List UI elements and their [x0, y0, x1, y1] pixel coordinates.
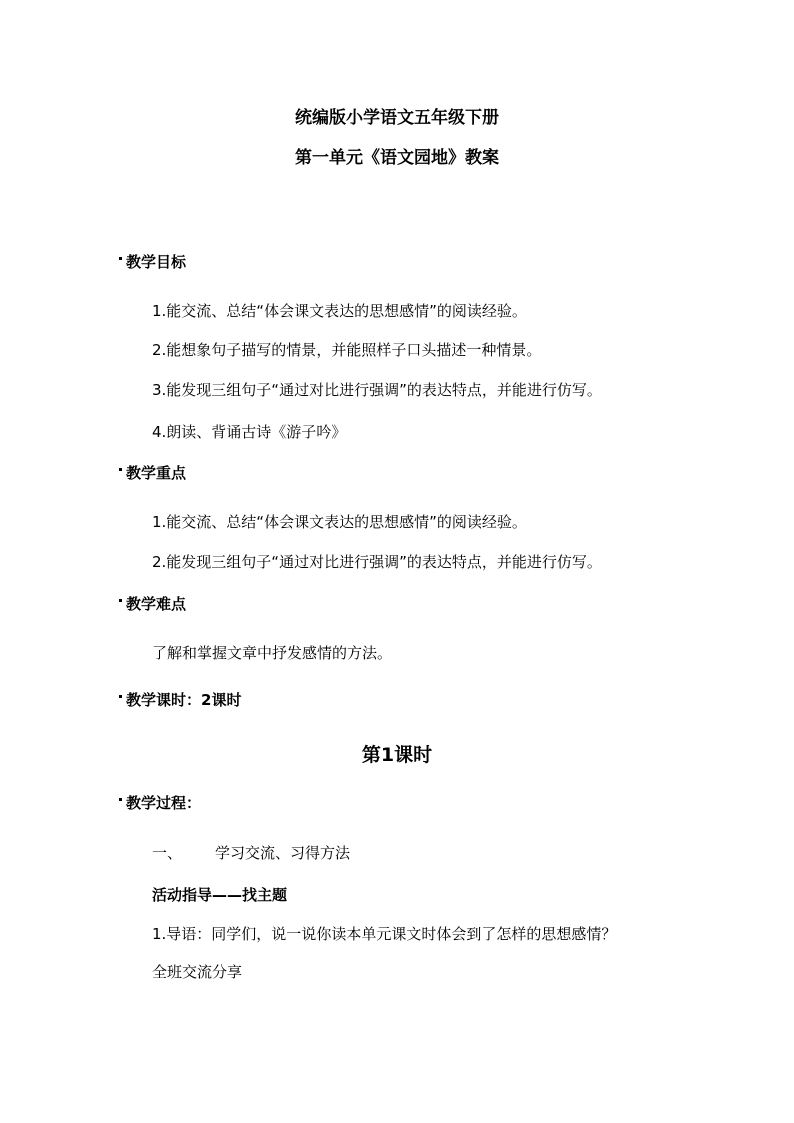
section-heading-process — [119, 796, 201, 811]
part-number: 一、 — [152, 844, 183, 862]
objective-item: 1.能交流、总结“体会课文表达的思想感情”的阅读经验。 — [152, 302, 527, 320]
objective-item: 2.能想象句子描写的情景，并能照样子口头描述一种情景。 — [152, 341, 542, 359]
bullet-icon — [119, 695, 122, 698]
bullet-icon — [119, 798, 122, 801]
section-heading-difficulties — [119, 597, 186, 612]
bullet-icon — [119, 257, 122, 260]
section-heading-label: 教学过程： — [126, 794, 202, 812]
lesson-title: 第1课时 — [361, 744, 433, 766]
part-title: 学习交流、习得方法 — [215, 844, 351, 862]
objective-item: 4.朗读、背诵古诗《游子吟》 — [152, 423, 347, 441]
section-heading-objectives — [119, 255, 186, 270]
document-title-line1: 统编版小学语文五年级下册 — [295, 108, 499, 128]
section-heading-key-points — [119, 466, 186, 481]
difficulty-text: 了解和掌握文章中抒发感情的方法。 — [152, 644, 393, 662]
step-text: 全班交流分享 — [152, 963, 243, 981]
bullet-icon — [119, 468, 122, 471]
key-point-item: 1.能交流、总结“体会课文表达的思想感情”的阅读经验。 — [152, 513, 527, 531]
section-heading-label: 教学课时：2课时 — [126, 691, 242, 709]
activity-heading: 活动指导——找主题 — [152, 886, 288, 904]
key-point-item: 2.能发现三组句子“通过对比进行强调”的表达特点，并能进行仿写。 — [152, 553, 602, 571]
section-heading-label: 教学重点 — [126, 464, 187, 482]
section-heading-label: 教学目标 — [126, 253, 187, 271]
section-heading-hours — [119, 693, 241, 708]
section-heading-label: 教学难点 — [126, 595, 187, 613]
part-heading — [152, 846, 350, 861]
step-text: 1.导语：同学们，说一说你读本单元课文时体会到了怎样的思想感情？ — [152, 925, 617, 943]
objective-item: 3.能发现三组句子“通过对比进行强调”的表达特点，并能进行仿写。 — [152, 381, 602, 399]
bullet-icon — [119, 599, 122, 602]
document-title-line2: 第一单元《语文园地》教案 — [295, 148, 499, 168]
